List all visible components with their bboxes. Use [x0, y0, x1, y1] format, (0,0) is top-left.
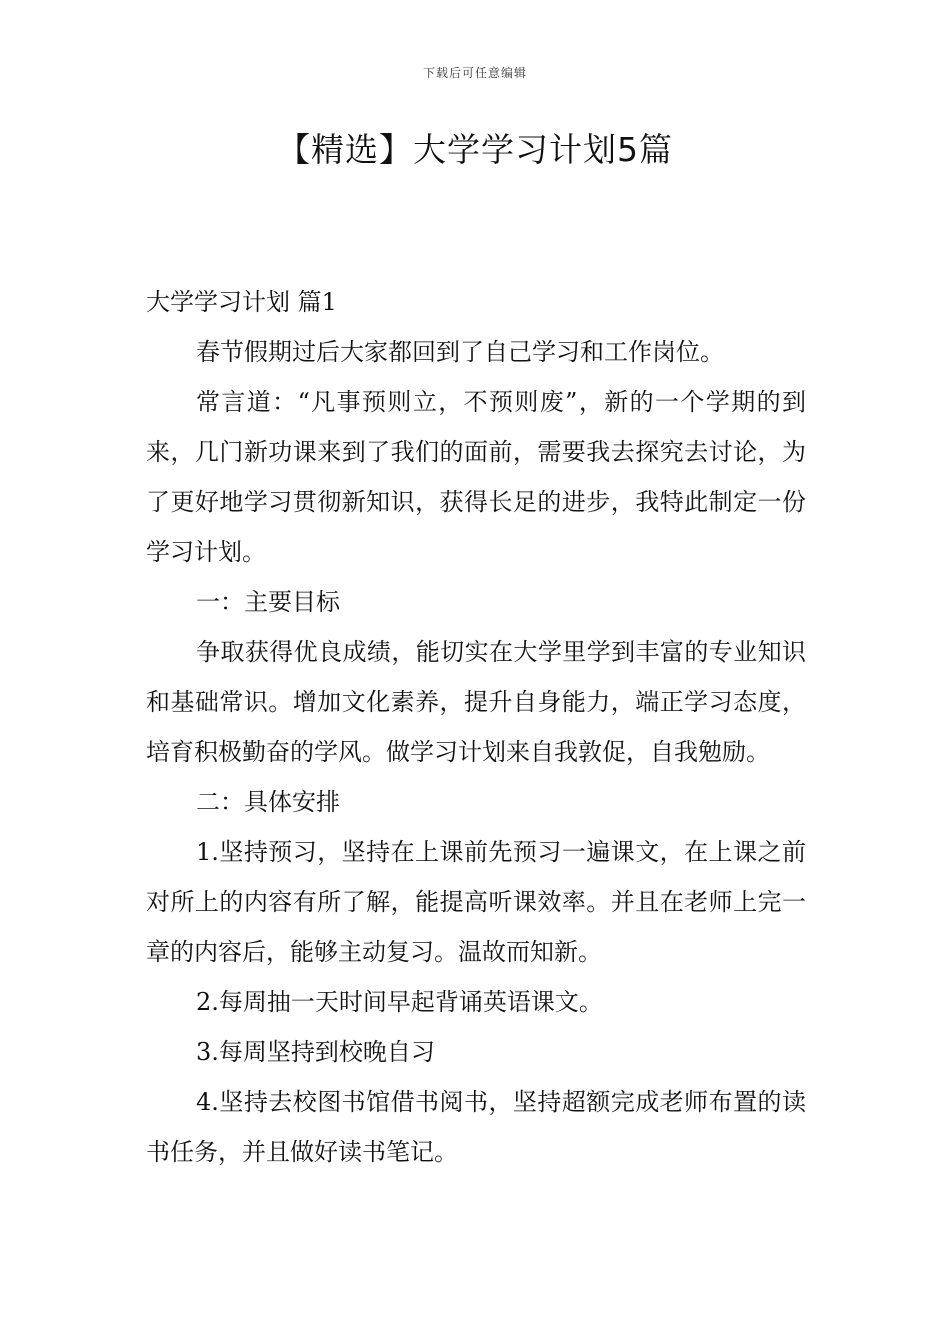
- list-item-self-study: 3.每周坚持到校晚自习: [196, 1038, 435, 1066]
- paragraph-proverb: 常言道：“凡事预则立，不预则废”，新的一个学期的到来，几门新功课来到了我们的面前，需要我去探究去讨论，为了更好地学习贯彻新知识，获得长足的进步，我特此制定一份学习计划。: [146, 388, 806, 566]
- list-item-english: 2.每周抽一天时间早起背诵英语课文。: [196, 988, 603, 1016]
- document-body: [146, 277, 806, 1177]
- section-heading: 大学学习计划 篇1: [146, 288, 337, 316]
- document-title: 【精选】大学学习计划5篇: [277, 130, 673, 169]
- subheading-main-goal: 一：主要目标: [196, 588, 340, 616]
- paragraph-intro: 春节假期过后大家都回到了自己学习和工作岗位。: [196, 338, 724, 366]
- subheading-arrangement: 二：具体安排: [196, 788, 340, 816]
- list-item-library: 4.坚持去校图书馆借书阅书，坚持超额完成老师布置的读书任务，并且做好读书笔记。: [146, 1088, 806, 1166]
- header-note: 下载后可任意编辑: [422, 66, 527, 80]
- list-item-preview: 1.坚持预习，坚持在上课前先预习一遍课文，在上课之前对所上的内容有所了解，能提高听课效率。并且在老师上完一章的内容后，能够主动复习。温故而知新。: [146, 838, 806, 966]
- paragraph-main-goal: 争取获得优良成绩，能切实在大学里学到丰富的专业知识和基础常识。增加文化素养，提升自身能力，端正学习态度，培育积极勤奋的学风。做学习计划来自我敦促，自我勉励。: [146, 638, 806, 766]
